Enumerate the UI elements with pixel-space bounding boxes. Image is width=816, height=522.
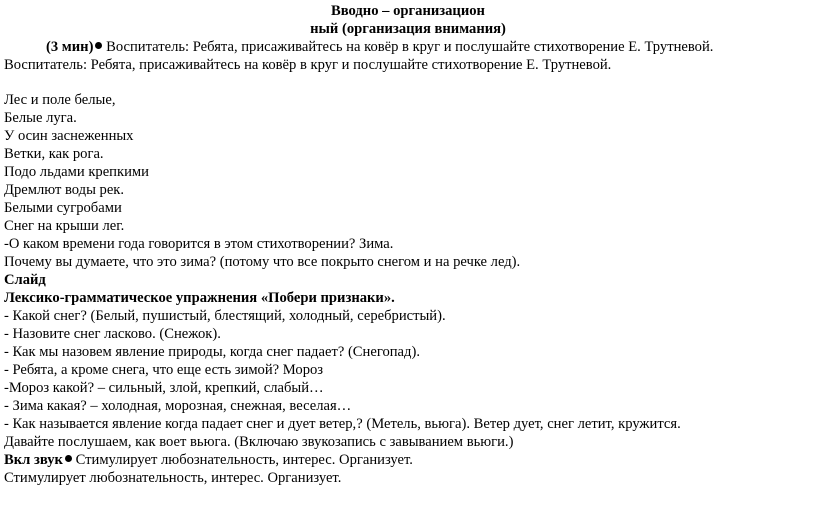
exercise-line: Давайте послушаем, как воет вьюга. (Включаю звукозапись с завыванием вьюги.) [4, 434, 514, 450]
exercise-line: -Мороз какой? – сильный, злой, крепкий, слабый… [4, 380, 324, 396]
discussion-line: -О каком времени года говорится в этом стихотворении? Зима. [4, 236, 394, 252]
exercise-line: - Зима какая? – холодная, морозная, снежная, веселая… [4, 398, 352, 414]
exercise-line: - Как называется явление когда падает снег и дует ветер,? (Метель, вьюга). Ветер дует, снег летит, кружится. [4, 416, 681, 432]
title-line-1: Вводно – организацион [331, 3, 485, 19]
time-label: (3 мин) [46, 39, 94, 55]
exercise-line: - Назовите снег ласково. (Снежок). [4, 326, 221, 342]
stimulus-inline: Стимулирует любознательность, интерес. Организует. [71, 452, 413, 468]
exercise-line: - Какой снег? (Белый, пушистый, блестящий, холодный, серебристый). [4, 308, 446, 324]
slide-label: Слайд [4, 272, 46, 288]
intro-repeat: Воспитатель: Ребята, присаживайтесь на ковёр в круг и послушайте стихотворение Е. Трутневой. [4, 57, 612, 73]
title-line-2: ный (организация внимания) [310, 21, 506, 37]
poem-line: Дремлют воды рек. [4, 182, 125, 198]
sound-paragraph [4, 451, 413, 469]
stimulus-repeat: Стимулирует любознательность, интерес. Организует. [4, 470, 342, 486]
poem-line: У осин заснеженных [4, 128, 134, 144]
poem-line: Белые луга. [4, 110, 77, 126]
exercise-line: - Как мы назовем явление природы, когда снег падает? (Снегопад). [4, 344, 420, 360]
poem-line: Лес и поле белые, [4, 92, 116, 108]
bullet-icon [65, 455, 72, 462]
discussion-line: Почему вы думаете, что это зима? (потому что все покрыто снегом и на речке лед). [4, 254, 521, 270]
intro-paragraph [46, 38, 713, 56]
poem-line: Ветки, как рога. [4, 146, 104, 162]
poem-line: Снег на крыши лег. [4, 218, 125, 234]
intro-text: Воспитатель: Ребята, присаживайтесь на ковёр в круг и послушайте стихотворение Е. Трутневой. [102, 39, 714, 55]
exercise-line: - Ребята, а кроме снега, что еще есть зимой? Мороз [4, 362, 324, 378]
sound-label: Вкл звук [4, 452, 63, 468]
poem-line: Подо льдами крепкими [4, 164, 149, 180]
exercise-title: Лексико-грамматическое упражнения «Побери признаки». [4, 290, 395, 306]
poem-line: Белыми сугробами [4, 200, 122, 216]
